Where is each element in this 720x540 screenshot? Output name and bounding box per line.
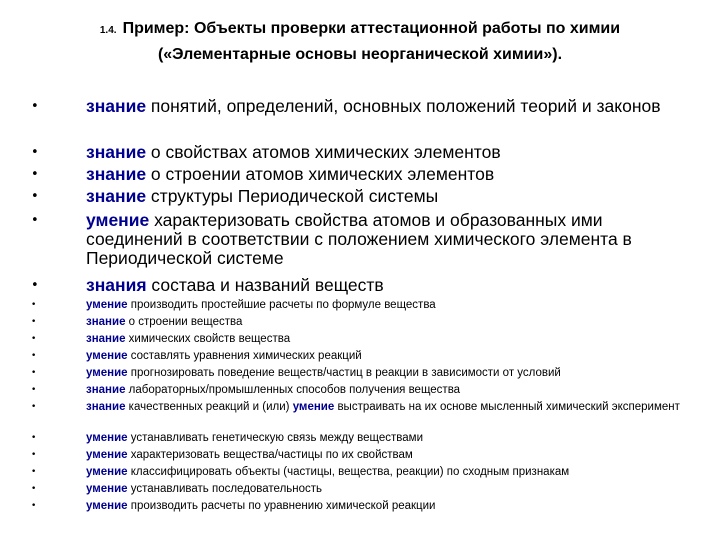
keyword: знание	[86, 96, 147, 116]
slide-title	[0, 17, 720, 67]
bullet-icon: •	[31, 501, 37, 511]
bullet-icon: •	[31, 167, 39, 182]
list-item-text	[86, 367, 680, 381]
keyword: умение	[86, 367, 128, 379]
keyword: знания	[86, 275, 147, 295]
bullet-icon: •	[31, 433, 37, 443]
item-description: устанавливать генетическую связь между веществами	[127, 432, 423, 444]
item-description: производить простейшие расчеты по формуле вещества	[127, 299, 436, 311]
keyword: умение	[86, 466, 128, 478]
title-line-2	[0, 43, 720, 67]
item-description: о строении вещества	[125, 316, 243, 328]
item-description: устанавливать последовательность	[127, 483, 323, 495]
keyword: умение	[86, 449, 128, 461]
bullet-icon: •	[31, 467, 37, 477]
bullet-icon: •	[31, 278, 39, 293]
keyword: знание	[86, 142, 147, 162]
list-item-text	[86, 165, 680, 184]
list-item-text	[86, 299, 680, 313]
item-description: качественных реакций и (или)	[125, 401, 293, 413]
keyword: знание	[86, 164, 147, 184]
keyword: умение	[86, 350, 128, 362]
item-description: понятий, определений, основных положений теорий и законов	[146, 96, 661, 116]
list-item-text	[86, 384, 680, 398]
item-description: характеризовать свойства атомов и образованных ими соединений в соответствии с положением химического элемента в Периодической системе	[86, 210, 632, 268]
bullet-icon: •	[31, 189, 39, 204]
item-description: о строении атомов химических элементов	[146, 164, 495, 184]
item-description: характеризовать вещества/частицы по их свойствам	[127, 449, 413, 461]
keyword: умение	[86, 210, 150, 230]
keyword: знание	[86, 401, 126, 413]
keyword: знание	[86, 333, 126, 345]
item-description: лабораторных/промышленных способов получения вещества	[125, 384, 461, 396]
item-description: структуры Периодической системы	[146, 186, 439, 206]
title-number: 1.4.	[99, 25, 117, 36]
keyword: знание	[86, 384, 126, 396]
item-description: о свойствах атомов химических элементов	[146, 142, 501, 162]
bullet-icon: •	[31, 450, 37, 460]
item-description: классифицировать объекты (частицы, вещества, реакции) по сходным признакам	[127, 466, 570, 478]
list-item-text	[86, 276, 680, 295]
list-item-text	[86, 97, 680, 116]
item-description: состава и названий веществ	[146, 275, 384, 295]
keyword: умение	[86, 500, 128, 512]
bullet-icon: •	[31, 145, 39, 160]
title-line-1	[0, 17, 720, 43]
bullet-icon: •	[31, 484, 37, 494]
list-item-text	[86, 333, 680, 347]
list-item-text	[86, 401, 680, 415]
list-item-text	[86, 143, 680, 162]
item-description: химических свойств вещества	[125, 333, 291, 345]
item-description: производить расчеты по уравнению химической реакции	[127, 500, 436, 512]
bullet-icon: •	[31, 402, 37, 412]
title-text-2: («Элементарные основы неорганической химии»).	[157, 46, 563, 63]
list-item-text	[86, 466, 680, 480]
item-description: прогнозировать поведение веществ/частиц в реакции в зависимости от условий	[127, 367, 561, 379]
bullet-icon: •	[31, 300, 37, 310]
list-item-text	[86, 500, 680, 514]
list-item-text	[86, 316, 680, 330]
bullet-icon: •	[31, 334, 37, 344]
bullet-icon: •	[31, 99, 39, 114]
item-description: выстраивать на их основе мысленный химический эксперимент	[334, 401, 680, 413]
bullet-icon: •	[31, 351, 37, 361]
list-item-text	[86, 350, 680, 364]
bullet-icon: •	[31, 385, 37, 395]
bullet-icon: •	[31, 368, 37, 378]
item-description: составлять уравнения химических реакций	[127, 350, 362, 362]
keyword: знание	[86, 186, 147, 206]
list-item-text	[86, 449, 680, 463]
title-text-1: Пример: Объекты проверки аттестационной работы по химии	[122, 20, 621, 37]
list-item-text	[86, 211, 680, 268]
list-item-text	[86, 483, 680, 497]
keyword: умение	[86, 432, 128, 444]
list-item-text	[86, 432, 680, 446]
list-item-text	[86, 187, 680, 206]
keyword: умение	[86, 299, 128, 311]
bullet-icon: •	[31, 213, 39, 228]
keyword: умение	[86, 483, 128, 495]
keyword: знание	[86, 316, 126, 328]
keyword: умение	[292, 401, 335, 413]
bullet-icon: •	[31, 317, 37, 327]
